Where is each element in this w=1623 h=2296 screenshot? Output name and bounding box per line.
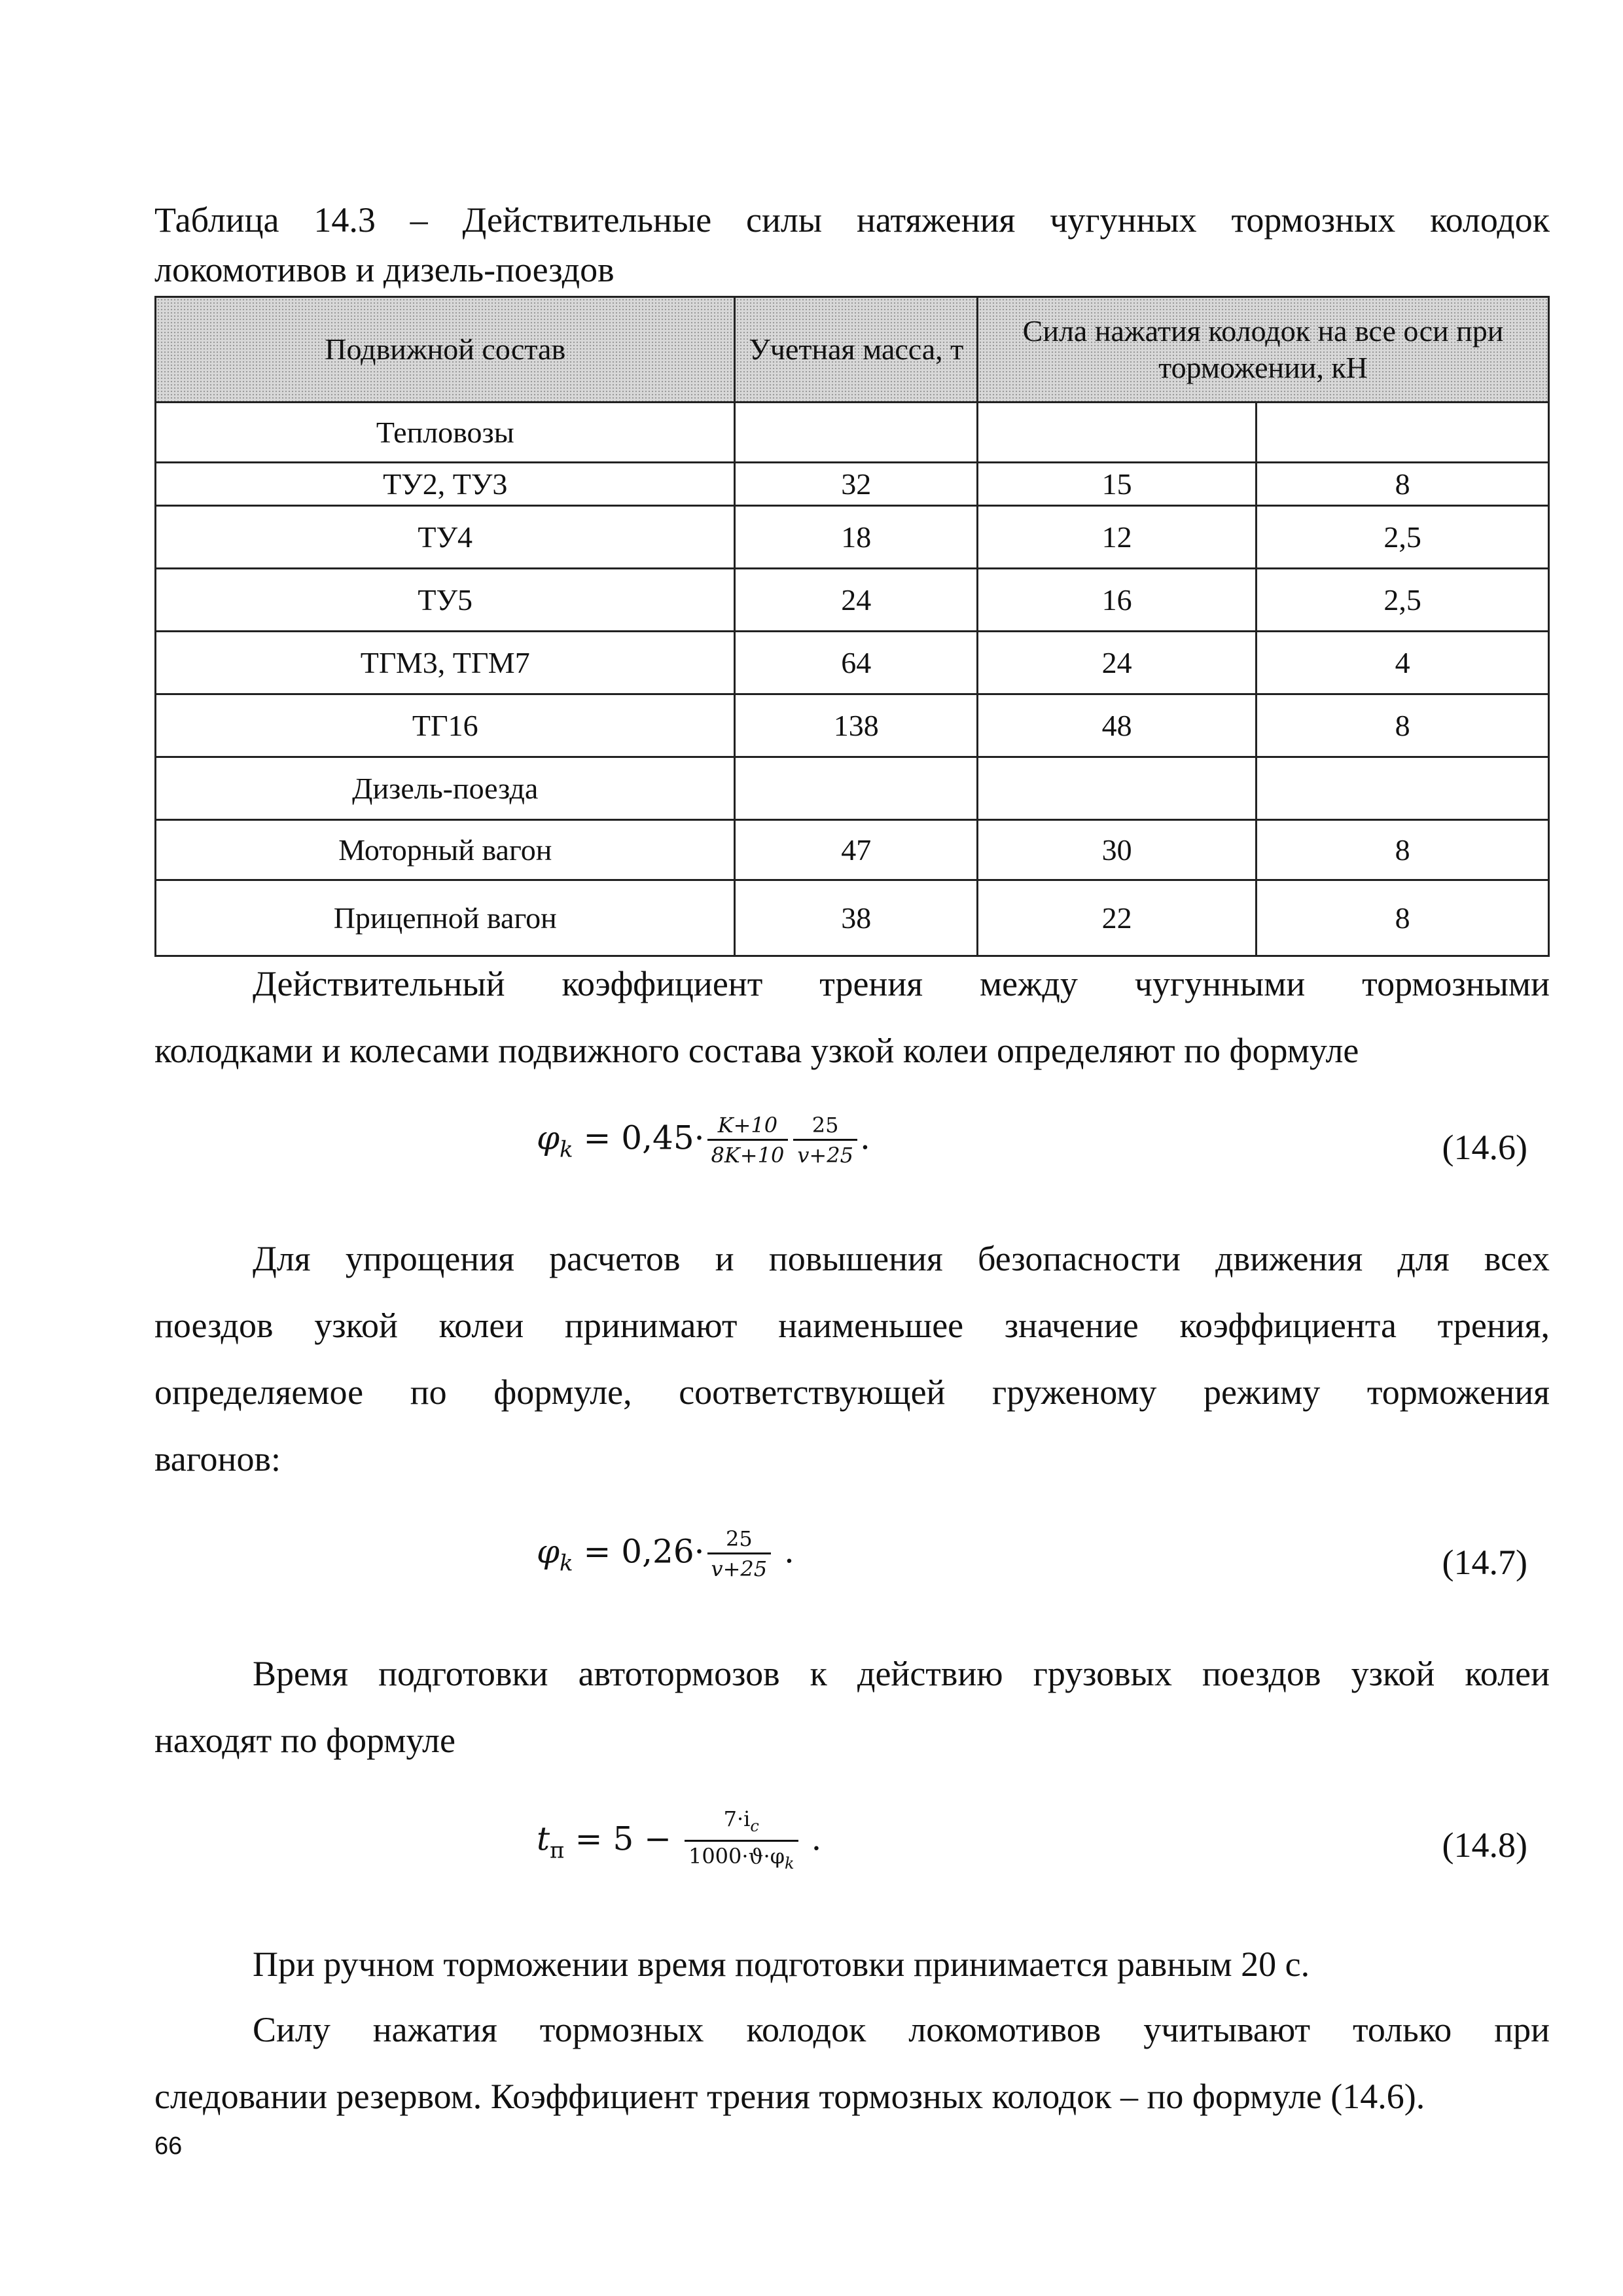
denominator: v+25	[711, 1556, 768, 1581]
cell-mass: 24	[735, 569, 978, 632]
cell-force-1: 24	[978, 632, 1257, 694]
table-header-row	[156, 297, 1549, 403]
subscript: k	[560, 1136, 573, 1163]
table-body	[156, 403, 1549, 956]
equation-number: (14.7)	[1442, 1543, 1527, 1582]
denominator: 8K+10	[711, 1143, 785, 1168]
cell-mass: 18	[735, 506, 978, 569]
text-line: поездов узкой колеи принимают наименьшее значение коэффициента трения,	[154, 1306, 1550, 1345]
cell-force-1: 22	[978, 880, 1257, 956]
paragraph-friction	[154, 950, 1550, 1084]
cell-force-1: 48	[978, 694, 1257, 757]
text-line: Действительный коэффициент трения между чугунными тормозными	[253, 964, 1550, 1003]
caption-line-2: локомотивов и дизель-поездов	[154, 250, 615, 289]
text-line: следовании резервом. Коэффициент трения тормозных колодок – по формуле (14.6).	[154, 2077, 1425, 2116]
text-line: Для упрощения расчетов и повышения безопасности движения для всех	[253, 1239, 1550, 1278]
numerator: 25	[793, 1113, 857, 1141]
cell-mass: 138	[735, 694, 978, 757]
equation-number: (14.8)	[1442, 1825, 1527, 1865]
cell-mass	[735, 757, 978, 820]
formula-eq: = 0,45·	[573, 1119, 705, 1157]
cell-force-1: 15	[978, 463, 1257, 506]
cell-mass: 64	[735, 632, 978, 694]
paragraph-manual-braking	[154, 1931, 1550, 1998]
table-row	[156, 506, 1549, 569]
equation-number: (14.6)	[1442, 1128, 1527, 1167]
cell-rolling-stock: Дизель-поезда	[156, 757, 735, 820]
formula-end: .	[800, 1820, 822, 1858]
phi-symbol: φ	[537, 1532, 560, 1571]
formula-eq: = 0,26·	[573, 1532, 705, 1571]
fraction	[685, 1806, 798, 1876]
text-line: Время подготовки автотормозов к действию грузовых поездов узкой колеи	[253, 1654, 1550, 1693]
cell-force-2	[1257, 403, 1549, 463]
cell-force-2: 4	[1257, 632, 1549, 694]
page-number: 66	[154, 2132, 183, 2160]
subscript: п	[550, 1837, 565, 1864]
table-row	[156, 569, 1549, 632]
numerator-text: 7·i	[723, 1806, 751, 1831]
numerator: 25	[707, 1526, 772, 1554]
cell-force-2: 8	[1257, 463, 1549, 506]
text-line: Силу нажатия тормозных колодок локомотивов учитывают только при	[253, 2010, 1550, 2049]
text-line: определяемое по формуле, соответствующей груженому режиму торможения	[154, 1372, 1550, 1412]
formula-14-7	[537, 1526, 794, 1582]
cell-mass	[735, 403, 978, 463]
table-row	[156, 463, 1549, 506]
table-row	[156, 694, 1549, 757]
phi-symbol: φ	[537, 1119, 560, 1157]
formula-14-8	[537, 1806, 821, 1876]
subscript: c	[750, 1817, 759, 1835]
cell-rolling-stock: Прицепной вагон	[156, 880, 735, 956]
paragraph-brake-prep	[154, 1640, 1550, 1774]
denominator-text: 1000·ϑ·φ	[688, 1844, 785, 1869]
table-row	[156, 880, 1549, 956]
cell-rolling-stock: ТУ5	[156, 569, 735, 632]
cell-force-2: 8	[1257, 880, 1549, 956]
table-row	[156, 632, 1549, 694]
cell-rolling-stock: ТГМ3, ТГМ7	[156, 632, 735, 694]
table-caption	[154, 195, 1550, 295]
cell-rolling-stock: ТУ4	[156, 506, 735, 569]
cell-mass: 32	[735, 463, 978, 506]
cell-rolling-stock: Тепловозы	[156, 403, 735, 463]
formula-eq: = 5 −	[564, 1820, 682, 1858]
subscript: k	[785, 1854, 794, 1873]
text-line: находят по формуле	[154, 1721, 455, 1760]
paragraph-reserve	[154, 1996, 1550, 2130]
cell-force-2: 2,5	[1257, 506, 1549, 569]
fraction	[707, 1526, 772, 1582]
cell-force-2	[1257, 757, 1549, 820]
cell-rolling-stock: Моторный вагон	[156, 820, 735, 880]
brake-force-table	[154, 296, 1550, 957]
fraction	[793, 1113, 857, 1168]
cell-mass: 47	[735, 820, 978, 880]
cell-force-2: 8	[1257, 694, 1549, 757]
t-symbol: t	[537, 1820, 550, 1858]
cell-force-1	[978, 403, 1257, 463]
cell-force-2: 2,5	[1257, 569, 1549, 632]
header-rolling-stock: Подвижной состав	[156, 297, 735, 403]
formula-end: .	[859, 1119, 870, 1157]
caption-line-1: Таблица 14.3 – Действительные силы натяжения чугунных тормозных колодок	[154, 200, 1550, 240]
cell-force-1: 16	[978, 569, 1257, 632]
subscript: k	[560, 1550, 573, 1577]
formula-end: .	[774, 1532, 794, 1571]
fraction	[707, 1113, 789, 1168]
cell-rolling-stock: ТУ2, ТУ3	[156, 463, 735, 506]
header-mass: Учетная масса, т	[735, 297, 978, 403]
cell-force-2: 8	[1257, 820, 1549, 880]
cell-rolling-stock: ТГ16	[156, 694, 735, 757]
formula-14-6	[537, 1113, 870, 1168]
denominator	[685, 1842, 798, 1876]
header-force: Сила нажатия колодок на все оси при торможении, кН	[978, 297, 1549, 403]
table-row	[156, 820, 1549, 880]
text-line: вагонов:	[154, 1439, 281, 1479]
cell-force-1	[978, 757, 1257, 820]
cell-force-1: 12	[978, 506, 1257, 569]
text-line: При ручном торможении время подготовки принимается равным 20 с.	[253, 1945, 1310, 1984]
paragraph-simplification	[154, 1225, 1550, 1492]
numerator	[685, 1806, 798, 1842]
cell-mass: 38	[735, 880, 978, 956]
numerator: K+10	[707, 1113, 789, 1141]
text-line: колодками и колесами подвижного состава узкой колеи определяют по формуле	[154, 1031, 1359, 1070]
table-group-row	[156, 403, 1549, 463]
denominator: v+25	[797, 1143, 853, 1168]
cell-force-1: 30	[978, 820, 1257, 880]
table-group-row	[156, 757, 1549, 820]
